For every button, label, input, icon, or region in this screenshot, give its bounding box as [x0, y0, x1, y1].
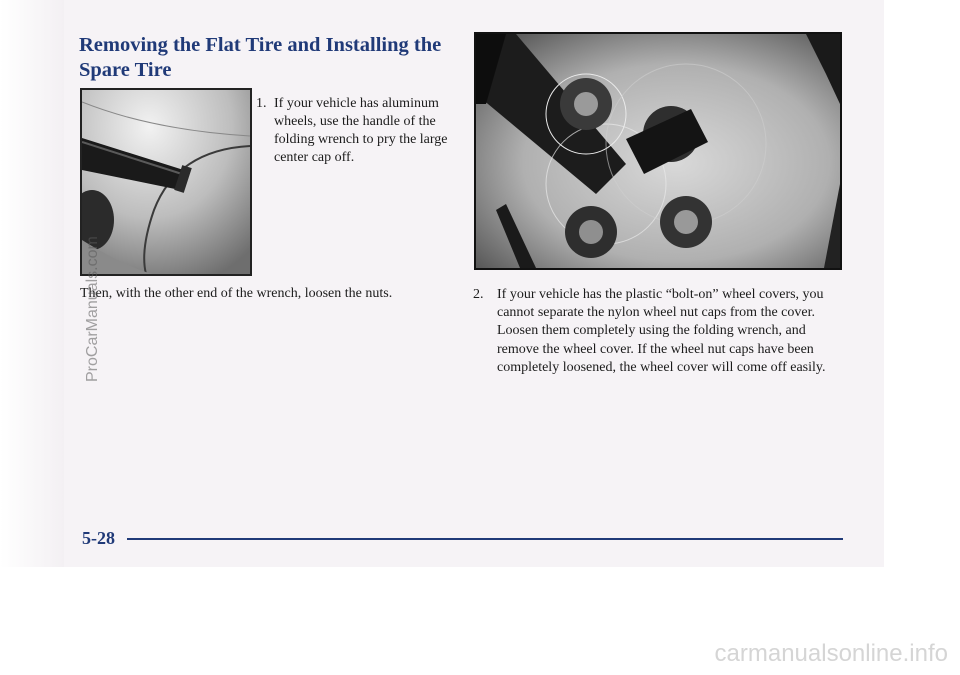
step-text: If your vehicle has aluminum wheels, use the handle of the folding wrench to pry the large center cap off.: [274, 96, 448, 165]
step-text: If your vehicle has the plastic “bolt-on” wheel covers, you cannot separate the nylon wheel nut caps from the cover. Loosen them completely using the folding wrench, and remove the wheel cover. If the wheel nut caps have been completely loosened, the wheel cover will come off easily.: [497, 287, 826, 375]
section-title: Removing the Flat Tire and Installing the Spare Tire: [79, 34, 442, 81]
step-number: 2.: [473, 287, 484, 302]
side-watermark: ProCarManuals.com: [84, 236, 101, 382]
page-left-margin: [0, 0, 64, 567]
then-instruction: Then, with the other end of the wrench, loosen the nuts.: [80, 286, 393, 301]
step-1: [256, 95, 456, 167]
step-2: [473, 286, 845, 377]
bottom-watermark: carmanualsonline.info: [714, 640, 948, 667]
photo-wheel-nut-caps: [474, 32, 842, 270]
photo-wrench-prying-center-cap: [80, 88, 252, 276]
page-number: 5-28: [82, 528, 115, 548]
footer-rule: [127, 538, 843, 540]
step-number: 1.: [256, 96, 267, 111]
